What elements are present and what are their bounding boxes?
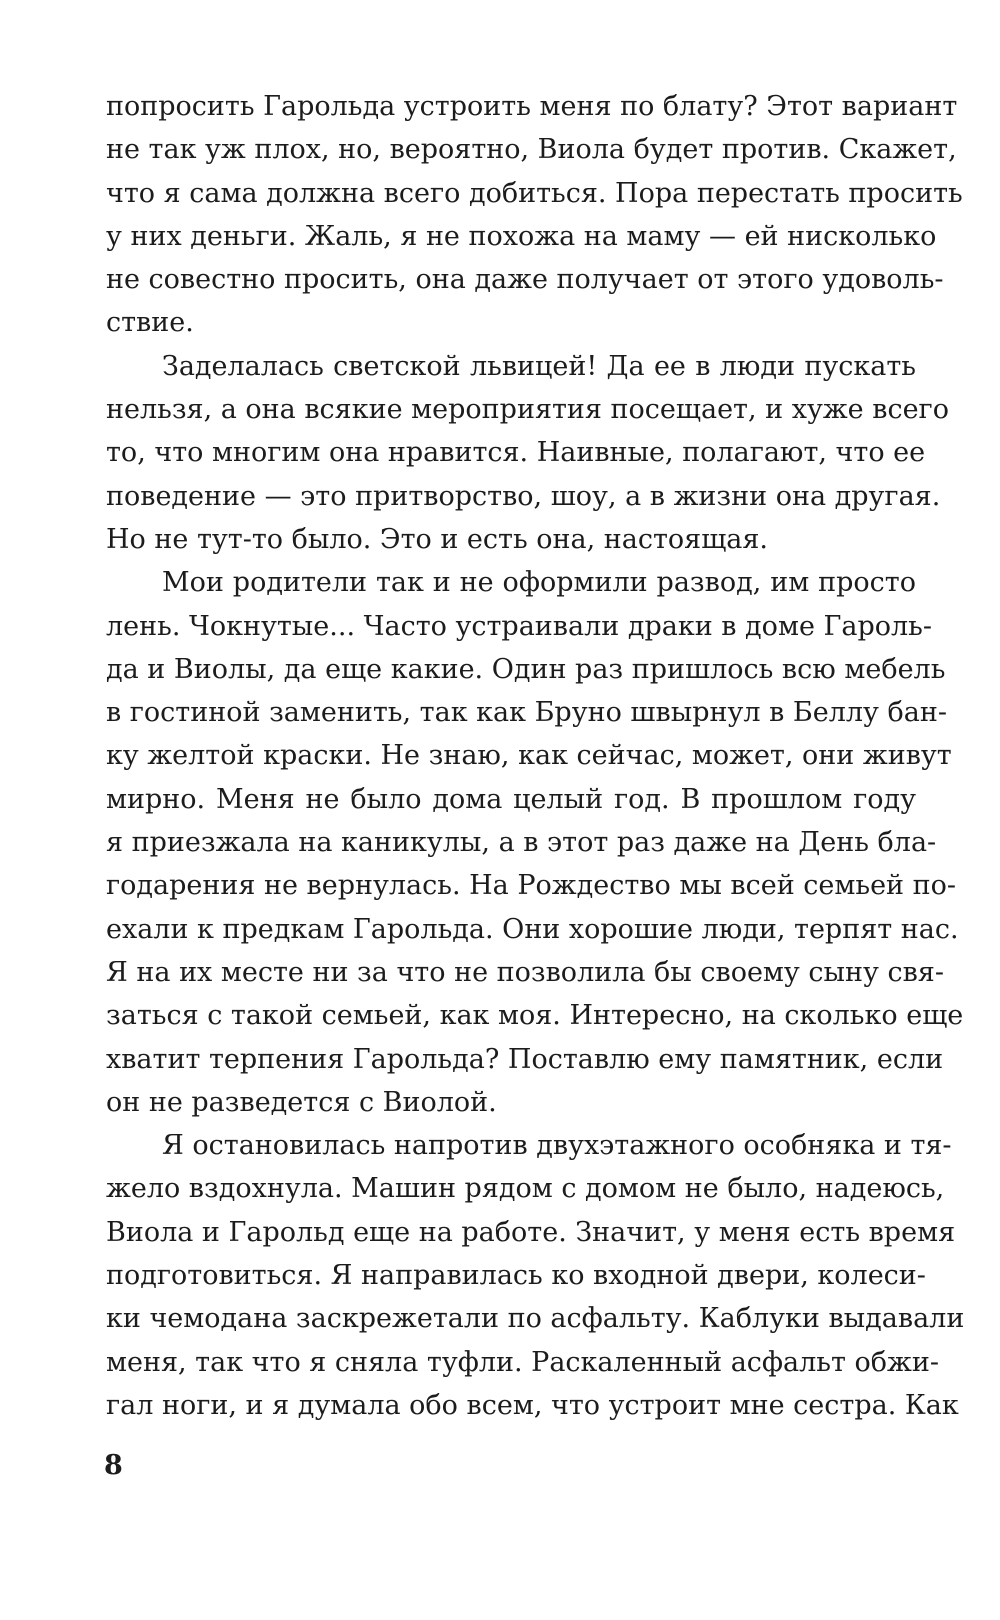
text-line: Я на их месте ни за что не позволила бы своему сыну свя- [106,956,944,988]
text-line: ку желтой краски. Не знаю, как сейчас, может, они живут [106,740,952,772]
text-line: то, что многим она нравится. Наивные, полагают, что ее [106,437,926,469]
text-line: попросить Гарольда устроить меня по блату? Этот вариант [106,91,958,122]
text-line: заться с такой семьей, как моя. Интересно, на сколько еще [106,1000,964,1032]
text-line: Я остановилась напротив двухэтажного особняка и тя- [162,1130,952,1162]
text-line: что я сама должна всего добиться. Пора перестать просить [106,177,963,209]
text-line: ки чемодана заскрежетали по асфальту. Каблуки выдавали [106,1303,965,1335]
body-text [106,85,965,1427]
text-line: Мои родители так и не оформили развод, им просто [162,567,916,599]
text-line: не так уж плох, но, вероятно, Виола будет против. Скажет, [106,134,957,166]
text-line: ехали к предкам Гарольда. Они хорошие люди, терпят нас. [106,913,959,945]
text-line: нельзя, а она всякие мероприятия посещает, и хуже всего [106,394,949,426]
text-line: он не разведется с Виолой. [106,1086,497,1118]
text-line: хватит терпения Гарольда? Поставлю ему памятник, если [106,1043,944,1075]
text-line: Но не тут-то было. Это и есть она, настоящая. [106,523,769,555]
text-line: ствие. [106,307,194,339]
text-line: годарения не вернулась. На Рождество мы всей семьей по- [106,870,956,902]
text-line: гал ноги, и я думала обо всем, что устроит мне сестра. Как [106,1389,959,1421]
text-line: да и Виолы, да еще какие. Один раз пришлось всю мебель [106,653,946,685]
text-line: у них деньги. Жаль, я не похожа на маму — ей нисколько [106,220,937,252]
text-line: жело вздохнула. Машин рядом с домом не было, надеюсь, [106,1173,945,1205]
text-line: Заделалась светской львицей! Да ее в люди пускать [162,350,916,382]
text-line: подготовиться. Я направилась ко входной двери, колеси- [106,1260,926,1292]
text-line: лень. Чокнутые... Часто устраивали драки в доме Гароль- [106,610,932,642]
page-number: 8 [104,1450,123,1481]
text-line: Виола и Гарольд еще на работе. Значит, у меня есть время [106,1216,956,1248]
text-line: меня, так что я сняла туфли. Раскаленный асфальт обжи- [106,1346,939,1378]
text-line: не совестно просить, она даже получает от этого удоволь- [106,264,944,296]
text-line: я приезжала на каникулы, а в этот раз даже на День бла- [106,827,937,859]
text-line: мирно. Меня не было дома целый год. В прошлом году [106,783,916,815]
text-line: в гостиной заменить, так как Бруно швырнул в Беллу бан- [106,697,947,729]
text-line: поведение — это притворство, шоу, а в жизни она другая. [106,480,941,512]
